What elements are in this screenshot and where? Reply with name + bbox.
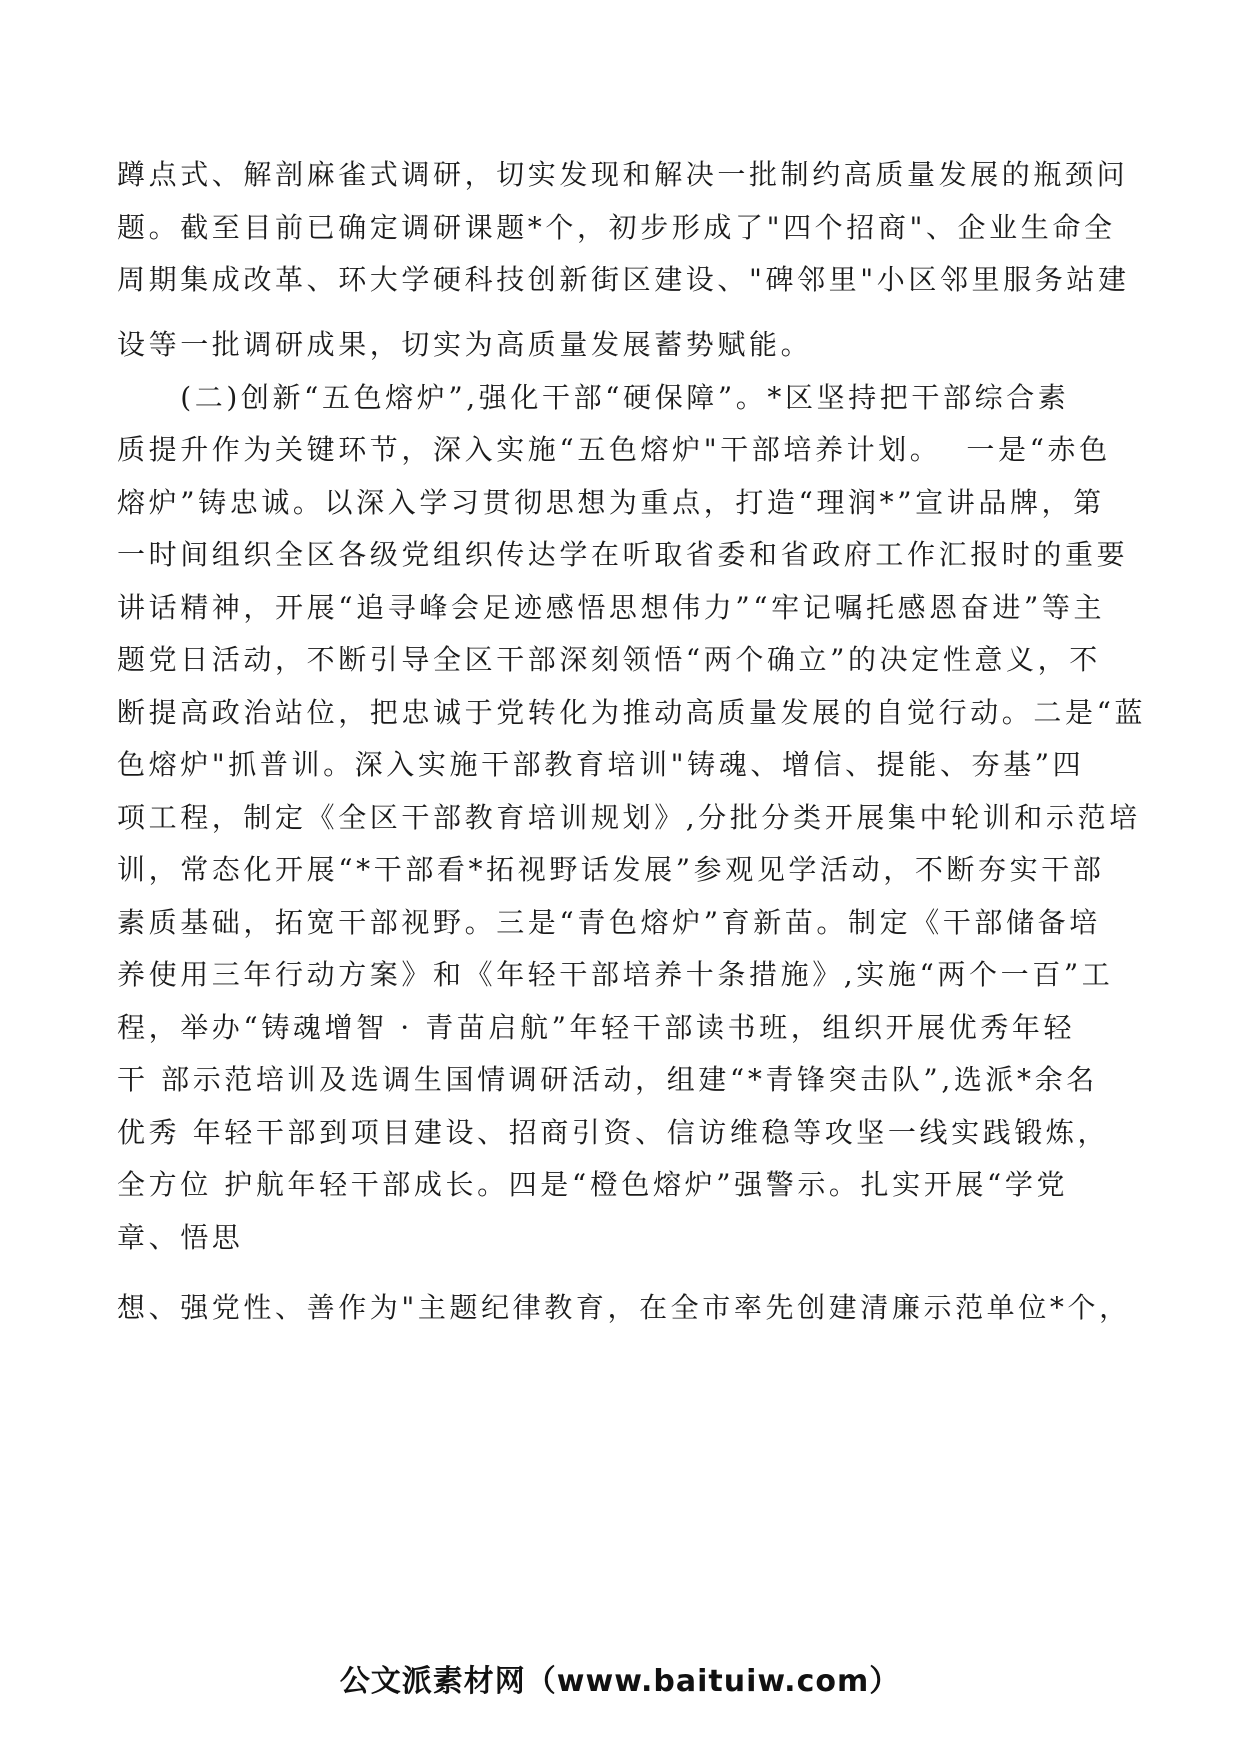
paragraph-line: 想、强党性、善作为"主题纪律教育，在全市率先创建清廉示范单位*个， [117, 1291, 1131, 1324]
paragraph-line: 质提升作为关键环节，深入实施“五色熔炉"干部培养计划。 一是“赤色 [117, 433, 1111, 466]
paragraph-line: (二)创新“五色熔炉”,强化干部“硬保障”。*区坚持把干部综合素 [117, 381, 1070, 414]
paragraph-line: 素质基础，拓宽干部视野。三是“青色熔炉”育新苗。制定《干部储备培 [117, 906, 1101, 939]
paragraph-line: 周期集成改革、环大学硬科技创新街区建设、"碑邻里"小区邻里服务站建 [117, 263, 1130, 296]
paragraph-line: 项工程，制定《全区干部教育培训规划》,分批分类开展集中轮训和示范培 [117, 801, 1141, 834]
paragraph-line: 训，常态化开展“*干部看*拓视野话发展”参观见学活动，不断夯实干部 [117, 853, 1105, 886]
paragraph-line: 程，举办“铸魂增智 · 青苗启航”年轻干部读书班，组织开展优秀年轻 [117, 1011, 1076, 1044]
footer-watermark: 公文派素材网（www.baituiw.com） [339, 1664, 901, 1699]
paragraph-line: 养使用三年行动方案》和《年轻干部培养十条措施》,实施“两个一百”工 [117, 958, 1114, 991]
paragraph-line: 断提高政治站位，把忠诚于党转化为推动高质量发展的自觉行动。二是“蓝 [117, 696, 1147, 729]
paragraph-line: 题。截至目前已确定调研课题*个，初步形成了"四个招商"、企业生命全 [117, 211, 1116, 244]
paragraph-line: 讲话精神，开展“追寻峰会足迹感悟思想伟力”“牢记嘱托感恩奋进”等主 [117, 591, 1106, 624]
paragraph-line: 章、悟思 [117, 1221, 244, 1254]
paragraph-line: 题党日活动，不断引导全区干部深刻领悟“两个确立”的决定性意义，不 [117, 643, 1101, 676]
paragraph-line: 色熔炉"抓普训。深入实施干部教育培训"铸魂、增信、提能、夯基”四 [117, 748, 1085, 781]
paragraph-line: 熔炉”铸忠诚。以深入学习贯彻思想为重点，打造“理润*”宣讲品牌，第 [117, 486, 1105, 519]
paragraph-line: 蹲点式、解剖麻雀式调研，切实发现和解决一批制约高质量发展的瓶颈问 [117, 158, 1129, 191]
paragraph-line: 一时间组织全区各级党组织传达学在听取省委和省政府工作汇报时的重要 [117, 538, 1129, 571]
paragraph-line: 设等一批调研成果，切实为高质量发展蓄势赋能。 [117, 328, 813, 361]
paragraph-line: 全方位 护航年轻干部成长。四是“橙色熔炉”强警示。扎实开展“学党 [117, 1168, 1069, 1201]
paragraph-line: 干 部示范培训及选调生国情调研活动，组建“*青锋突击队”,选派*余名 [117, 1063, 1098, 1096]
paragraph-line: 优秀 年轻干部到项目建设、招商引资、信访维稳等攻坚一线实践锻炼， [117, 1116, 1110, 1149]
